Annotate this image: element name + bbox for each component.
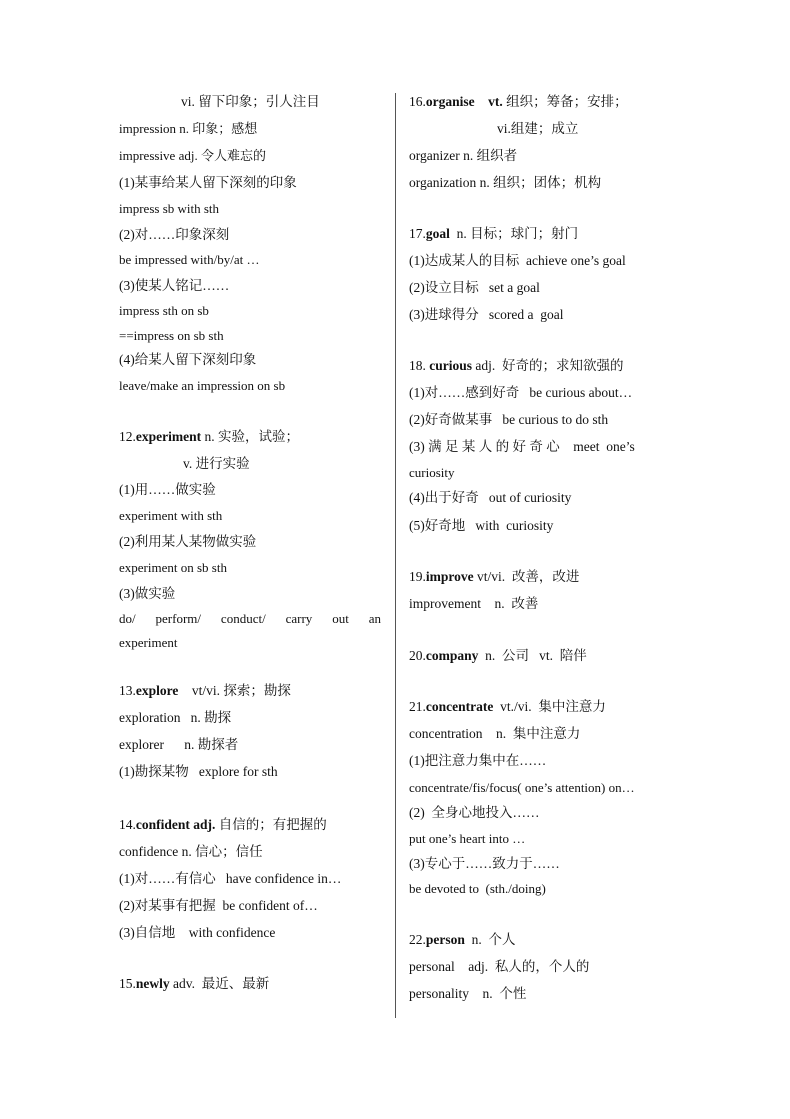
headword: curious (429, 358, 473, 373)
column-divider (395, 93, 396, 1018)
text-line: impress sb with sth (119, 201, 220, 216)
text-line: impress sth on sb (119, 303, 209, 318)
text-line: v. 进行实验 (183, 456, 250, 471)
text-line: do/ perform/ conduct/ carry out an (119, 611, 381, 626)
text-line: ==impress on sb sth (119, 328, 224, 343)
text-line: put one’s heart into … (409, 831, 526, 846)
headword: organise vt. (425, 94, 503, 109)
text-line: personality n. 个性 (409, 986, 527, 1001)
text-line: experiment with sth (119, 508, 223, 523)
entry-heading-21: 21.concentrate vt./vi. 集中注意力 (409, 699, 606, 714)
entry-heading-20: 20.company n. 公司 vt. 陪伴 (409, 648, 587, 663)
entry-heading-22: 22.person n. 个人 (409, 932, 516, 947)
entry-heading-19: 19.improve vt/vi. 改善，改进 (409, 569, 580, 584)
text-line: (3)专心于……致力于…… (409, 856, 560, 871)
text-line: (1)对……感到好奇 be curious about… (409, 385, 633, 400)
text-line: organizer n. 组织者 (409, 148, 518, 163)
text-line: explorer n. 勘探者 (119, 737, 239, 752)
headword: newly (135, 976, 170, 991)
text-line: impression n. 印象；感想 (119, 121, 258, 136)
text-line: (3)使某人铭记…… (119, 278, 230, 293)
left-column (119, 93, 394, 1001)
text-line: confidence n. 信心；信任 (119, 844, 263, 859)
text-line: (1)把注意力集中在…… (409, 753, 547, 768)
text-line: (2) 全身心地投入…… (409, 805, 540, 820)
headword: experiment (135, 429, 202, 444)
text-line: organization n. 组织；团体；机构 (409, 175, 602, 190)
text-line: vi.组建；成立 (497, 121, 579, 136)
text-line: impressive adj. 令人难忘的 (119, 148, 266, 163)
text-line: (2)对某事有把握 be confident of… (119, 898, 318, 913)
text-line: curiosity (409, 465, 455, 480)
text-line: vi. 留下印象；引人注目 (181, 94, 320, 109)
text-line: concentrate/fis/focus( one’s attention) on… (409, 780, 635, 795)
text-line: be devoted to (sth./doing) (409, 881, 546, 896)
text-line: (1)对……有信心 have confidence in… (119, 871, 342, 886)
text-line: (1)用……做实验 (119, 482, 216, 497)
text-line: concentration n. 集中注意力 (409, 726, 581, 741)
text-line: (1)某事给某人留下深刻的印象 (119, 175, 297, 190)
text-line: (1)勘探某物 explore for sth (119, 764, 278, 779)
text-line: (3)进球得分 scored a goal (409, 307, 564, 322)
entry-heading-16: 16.organise vt. 组织；筹备；安排； (409, 94, 628, 109)
text-line: be impressed with/by/at … (119, 252, 260, 267)
text-line: (3)做实验 (119, 586, 176, 601)
headword: goal (425, 226, 450, 241)
text-line: (3) 满 足 某 人 的 好 奇 心 meet one’s (409, 439, 635, 454)
entry-heading-14: 14.confident adj. 自信的；有把握的 (119, 817, 327, 832)
text-line: leave/make an impression on sb (119, 378, 286, 393)
entry-heading-12: 12.experiment n. 实验，试验； (119, 429, 299, 444)
headword: concentrate (425, 699, 494, 714)
entry-heading-18: 18. curious adj. 好奇的；求知欲强的 (409, 358, 624, 373)
text-line: improvement n. 改善 (409, 596, 539, 611)
text-line: (5)好奇地 with curiosity (409, 518, 554, 533)
right-column (409, 93, 674, 1012)
text-line: personal adj. 私人的，个人的 (409, 959, 590, 974)
text-line: (2)利用某人某物做实验 (119, 534, 257, 549)
headword: confident adj. (135, 817, 216, 832)
text-line: (3)自信地 with confidence (119, 925, 276, 940)
text-line: (2)设立目标 set a goal (409, 280, 540, 295)
text-line: (4)出于好奇 out of curiosity (409, 490, 572, 505)
entry-heading-17: 17.goal n. 目标；球门；射门 (409, 226, 579, 241)
headword: improve (425, 569, 474, 584)
headword: company (425, 648, 479, 663)
text-line: (2)好奇做某事 be curious to do sth (409, 412, 609, 427)
text-line: experiment (119, 635, 178, 650)
text-line: (1)达成某人的目标 achieve one’s goal (409, 253, 626, 268)
entry-heading-13: 13.explore vt/vi. 探索；勘探 (119, 683, 291, 698)
headword: explore (135, 683, 179, 698)
text-line: (4)给某人留下深刻印象 (119, 352, 257, 367)
text-line: (2)对……印象深刻 (119, 227, 230, 242)
text-line: exploration n. 勘探 (119, 710, 232, 725)
headword: person (425, 932, 465, 947)
text-line: experiment on sb sth (119, 560, 227, 575)
entry-heading-15: 15.newly adv. 最近、最新 (119, 976, 270, 991)
